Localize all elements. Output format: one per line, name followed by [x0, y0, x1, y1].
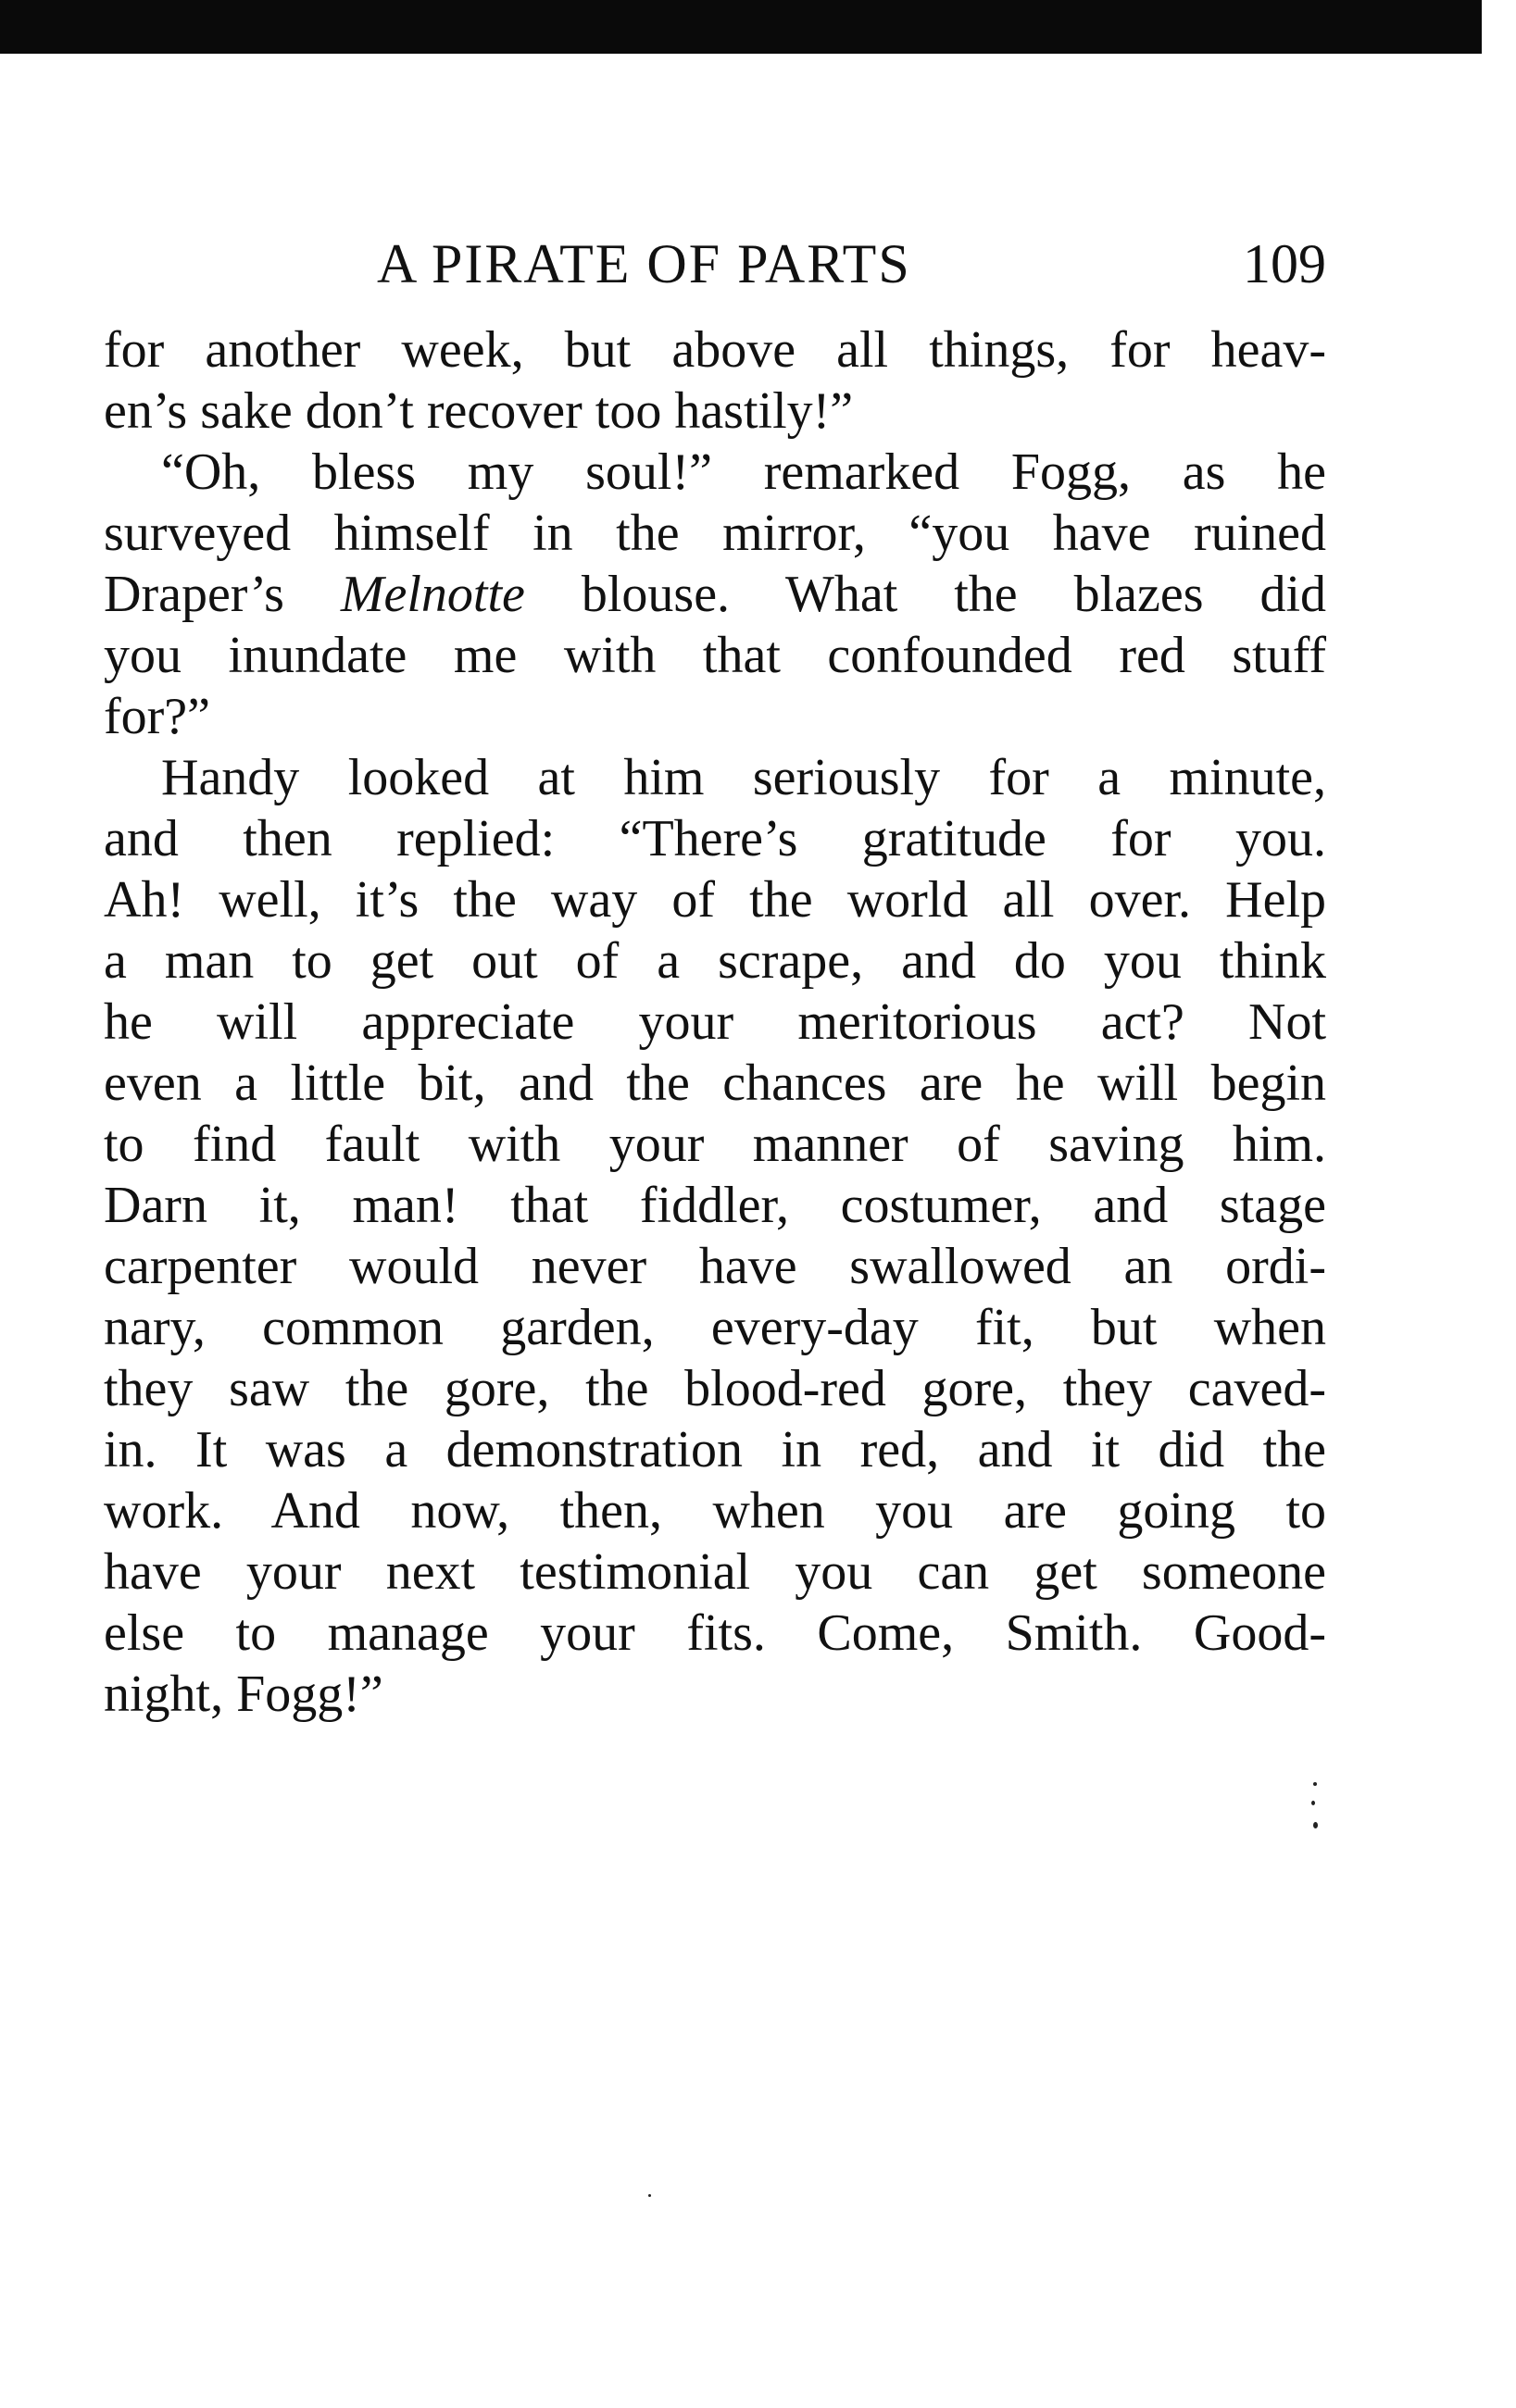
text-line: else to manage your fits. Come, Smith. Good- [104, 1604, 1326, 1662]
text-line: and then replied: “There’s gratitude for you. [104, 810, 1326, 867]
italic-title: Melnotte [340, 566, 525, 623]
text-line: for?” [104, 688, 211, 745]
text-line: Ah! well, it’s the way of the world all over. Help [104, 871, 1326, 929]
text-line: work. And now, then, when you are going to [104, 1482, 1326, 1540]
page-number: 109 [1243, 233, 1326, 294]
scan-speck [1313, 1782, 1317, 1786]
text-line: in. It was a demonstration in red, and it did the [104, 1421, 1326, 1478]
text-line: for another week, but above all things, for heav- [104, 321, 1326, 379]
text-line: a man to get out of a scrape, and do you think [104, 932, 1326, 990]
text-line: even a little bit, and the chances are he will begin [104, 1054, 1326, 1112]
text-line: Handy looked at him seriously for a minute, [161, 749, 1326, 806]
text-line: surveyed himself in the mirror, “you have ruined [104, 505, 1326, 562]
text-line: Draper’s Melnotte blouse. What the blazes did [104, 566, 1326, 623]
text-line: night, Fogg!” [104, 1666, 383, 1723]
scan-speck [648, 2194, 651, 2197]
text-line: have your next testimonial you can get someone [104, 1543, 1326, 1601]
scan-speck [1311, 1801, 1315, 1805]
running-head [104, 227, 1326, 301]
text-line: they saw the gore, the blood-red gore, they caved- [104, 1360, 1326, 1417]
text-line: he will appreciate your meritorious act? Not [104, 993, 1326, 1051]
text-line: carpenter would never have swallowed an ordi- [104, 1238, 1326, 1295]
text-line: nary, common garden, every-day fit, but when [104, 1299, 1326, 1356]
text-line: Darn it, man! that fiddler, costumer, and stage [104, 1177, 1326, 1234]
scan-speck [1313, 1822, 1318, 1828]
running-title: A PIRATE OF PARTS [377, 233, 911, 294]
text-line: you inundate me with that confounded red stuff [104, 627, 1326, 684]
body-text [104, 319, 1326, 1725]
text-line: en’s sake don’t recover too hastily!” [104, 382, 854, 440]
scan-edge-bar [0, 0, 1482, 54]
text-line: “Oh, bless my soul!” remarked Fogg, as he [161, 443, 1326, 501]
text-line: to find fault with your manner of saving him. [104, 1116, 1326, 1173]
